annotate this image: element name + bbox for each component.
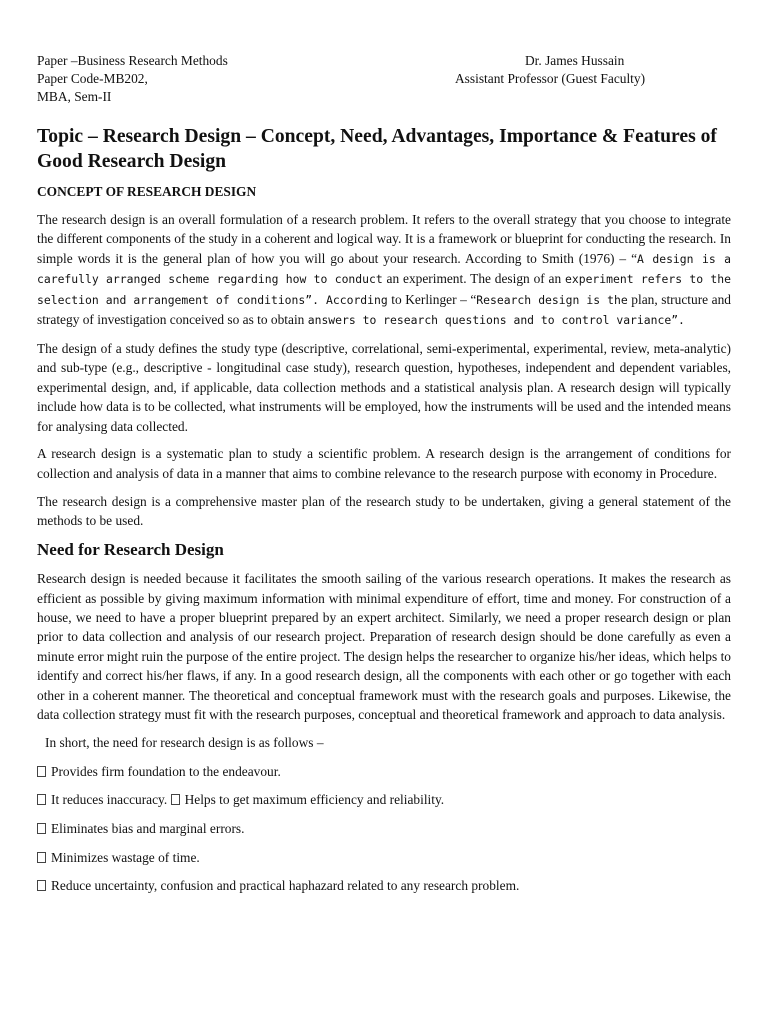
bullet-text: Minimizes wastage of time. [51,849,200,865]
bullet-text: It reduces inaccuracy. [51,792,168,808]
header-paper-name: Paper –Business Research Methods [37,53,228,68]
page-title: Topic – Research Design – Concept, Need, Advantages, Importance & Features of Good Research Design [37,126,717,172]
header-author-title: Assistant Professor (Guest Faculty) [455,71,646,86]
document-body [37,124,731,905]
bullet-text: Eliminates bias and marginal errors. [51,821,245,837]
concept-p1-text-c: an experiment. The design of an [382,271,565,287]
concept-paragraph-2: The design of a study defines the study type (descriptive, correlational, semi-experimental, experimental, review, meta-analytic) and sub-type (e.g., descriptive - longitudinal case study), research question, hypotheses, independent and dependent variables, experimental design, and, if applicable, data collection methods and a statistical analysis plan. A research design will typically include how data is to be collected, what instruments will be employed, how the instruments will be used and the intended means for analysing data collected. [37,340,731,434]
concept-paragraph-1 [37,210,731,330]
concept-p1-text-a: The research design is an overall formulation of a research problem. It refers to the overall strategy that you choose to integrate the different components of the study in a coherent and logical way. It is a framework or blueprint for conducting the research. In simple words it is the general plan of how you will go about your research. According to Smith (1976) – “ [37,212,731,266]
bullet-text: Helps to get maximum efficiency and reliability. [184,792,445,808]
header-author-info [455,52,645,88]
concept-paragraph-3: A research design is a systematic plan to study a scientific problem. A research design is the arrangement of conditions for collection and analysis of data in a manner that aims to combine relevance to the research purpose with economy in Procedure. [37,446,731,481]
list-item [37,790,731,809]
concept-heading: CONCEPT OF RESEARCH DESIGN [37,184,257,199]
list-item [37,876,731,895]
concept-paragraph-4: The research design is a comprehensive master plan of the research study to be undertaken, giving a general statement of the methods to be used. [37,493,731,529]
header-program: MBA, Sem-II [37,89,112,104]
header-author-name: Dr. James Hussain [525,53,625,68]
bullet-box-icon [171,794,180,805]
bullet-box-icon [37,766,46,777]
bullet-box-icon [37,794,46,805]
concept-p1-text-e: to Kerlinger – “ [387,291,477,307]
bullet-text: Provides firm foundation to the endeavour. [51,763,281,779]
bullet-box-icon [37,823,46,834]
need-paragraph-1: Research design is needed because it facilitates the smooth sailing of the various research operations. It makes the research as efficient as possible by giving maximum information with minimal expenditure of effort, time and money. For construction of a house, we need to have a proper blueprint prepared by an expert architect. Similarly, we need a proper research design or plan prior to data collection and analysis of our research project. Preparation of research design should be done carefully as even a minute error might ruin the purpose of the entire project. The design helps the researcher to organize his/her ideas, which helps to identify and correct his/her flaws, if any. In a good research design, all the components with each other or go together with each other in a coherent manner. The theoretical and conceptual framework must with the research goals and purposes. Likewise, the data collection strategy must fit with the research purposes, conceptual and theoretical framework and approach to data analysis. [37,571,731,722]
bullet-box-icon [37,852,46,863]
concept-p1-quote-c: Research design is the [476,292,628,307]
list-item [37,762,731,781]
concept-p1-quote-b: experiment refers to the selection and arrangement of conditions”. According [37,272,731,307]
concept-p1-quote-a: A design is a carefully arranged scheme regarding how to conduct [37,251,732,287]
list-item [37,819,731,838]
need-heading: Need for Research Design [37,540,224,560]
concept-p1-text-g: plan, structure and strategy of investigation conceived so as to obtain [37,291,731,328]
header-paper-code: Paper Code-MB202, [37,71,148,86]
need-list-intro: In short, the need for research design is as follows – [45,734,324,750]
header-course-info [37,52,228,106]
list-item [37,848,731,867]
bullet-box-icon [37,880,46,891]
bullet-text: Reduce uncertainty, confusion and practical haphazard related to any research problem. [51,878,520,894]
concept-p1-quote-d: answers to research questions and to control variance”. [307,313,685,328]
